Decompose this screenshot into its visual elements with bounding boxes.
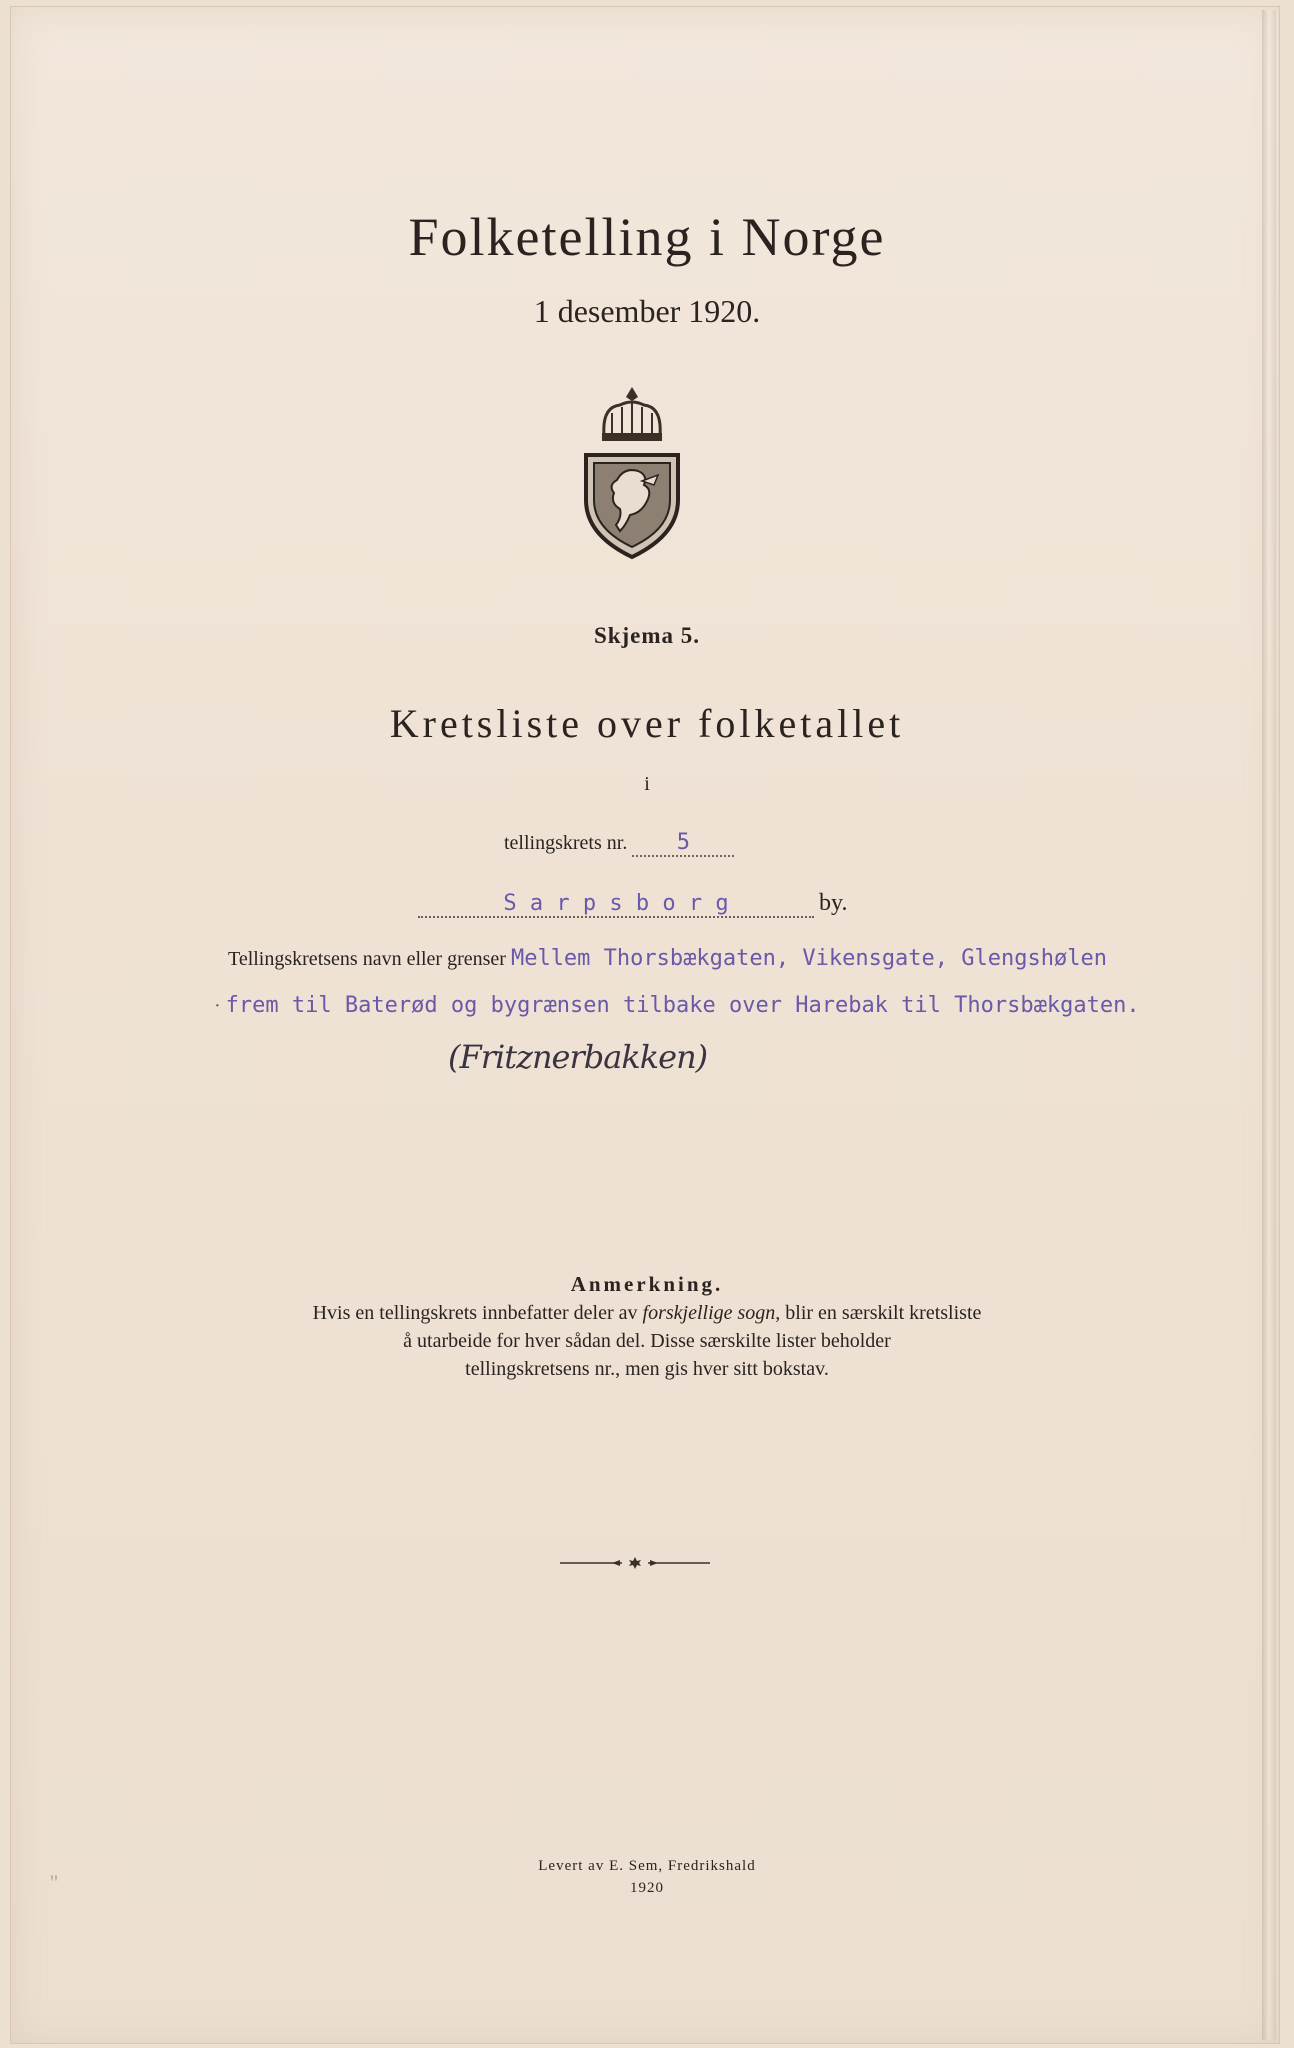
boundary-label: Tellingskretsens navn eller grenser	[228, 948, 506, 970]
note-line-2: å utarbeide for hver sådan del. Disse særskilte lister beholder	[403, 1330, 891, 1352]
note-line-1-italic: forskjellige sogn,	[642, 1302, 781, 1324]
note-title: Anmerkning.	[570, 1272, 724, 1296]
printer-credit: Levert av E. Sem, Fredrikshald	[538, 1858, 756, 1874]
district-number-value: 5	[676, 830, 690, 855]
district-number-row	[504, 830, 734, 857]
divider-ornament-icon	[560, 1556, 710, 1570]
census-date: 1 desember 1920.	[533, 293, 761, 329]
town-suffix: by.	[819, 890, 848, 916]
norwegian-coat-of-arms-icon	[582, 385, 682, 560]
margin-mark: ''	[50, 1870, 58, 1895]
note-line-1-start: Hvis en tellingskrets innbefatter deler av	[312, 1302, 643, 1324]
printer-year: 1920	[630, 1880, 664, 1896]
district-label: tellingskrets nr.	[504, 832, 628, 854]
page-title: Folketelling i Norge	[408, 207, 886, 267]
handwritten-note: (Fritznerbakken)	[448, 1038, 708, 1076]
note-line-3: tellingskretsens nr., men gis hver sitt bokstav.	[465, 1358, 829, 1380]
boundary-line-1: Mellem Thorsbækgaten, Vikensgate, Glengshølen	[510, 946, 1107, 971]
town-value: S a r p s b o r g	[503, 891, 729, 916]
town-field	[418, 891, 814, 918]
boundary-row-1	[228, 946, 1107, 971]
note-line-1-end: blir en særskilt kretsliste	[780, 1302, 982, 1324]
form-heading: Kretsliste over folketallet	[389, 701, 905, 746]
town-row	[418, 890, 847, 918]
boundary-line-2: frem til Baterød og bygrænsen tilbake over Harebak til Thorsbækgaten.	[225, 993, 1140, 1018]
preposition-text: i	[644, 773, 650, 795]
schema-number: Skjema 5.	[593, 623, 701, 648]
boundary-row-2: · frem til Baterød og bygrænsen tilbake over Harebak til Thorsbækgaten.	[214, 993, 1140, 1018]
district-number-field	[632, 830, 734, 857]
note-line-1	[0, 1302, 1294, 1325]
